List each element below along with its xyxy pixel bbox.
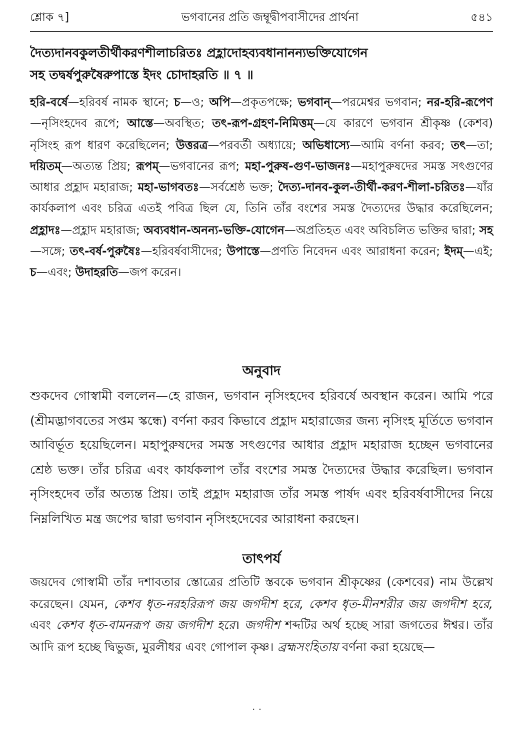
purport-text-5: বর্ণনা করা হয়েছে— [338, 639, 435, 654]
purport-text-2: এবং [30, 618, 56, 632]
synonym-term: হরি-বর্ষে [30, 95, 68, 109]
page-number: ৫৪১ [470, 9, 493, 24]
synonym-term: ইদম্ [444, 244, 463, 259]
translation-heading: অনুবাদ [242, 363, 281, 379]
synonym-term: দৈত্য-দানব-কুল-তীর্থী-করণ-শীলা-চরিতঃ [278, 180, 466, 195]
synonym-meaning: যাঁর কার্যকলাপ এবং চরিত্র এতই পবিত্র ছিল যে, তিনি তাঁর বংশের সমস্ত দৈত্যদের উদ্ধার করেছিলেন; [30, 180, 493, 216]
verse-line-2: সহ তদ্বর্ষপুরুষৈরুপাস্তে ইদং চোদাহরতি ॥ ৭ ॥ [30, 67, 254, 82]
synonym-term: চ [30, 265, 37, 280]
synonym-meaning: প্রণতি নিবেদন এবং আরাধনা করেন; [271, 244, 441, 259]
verse-reference: শ্লোক ৭] [30, 9, 70, 24]
running-title: ভগবানের প্রতি জম্বূদ্বীপবাসীদের প্রার্থনা [181, 9, 359, 24]
synonym-meaning: ভগবানের রূপ; [170, 158, 240, 173]
synonym-meaning: অবস্থিত; [164, 116, 205, 131]
synonym-term: নর-হরি-রূপেণ [426, 95, 494, 109]
synonym-term: তৎ-রূপ-গ্রহণ-নিমিত্তম্ [212, 116, 314, 131]
purport-text-4: শব্দটির অর্থ হচ্ছে সারা জগতের ঈশ্বর। তাঁর আদি রূপ হচ্ছে দ্বিভুজ, মুরলীধর এবং গোপাল কৃষ্ণ। [30, 618, 493, 654]
synonym-term: অভিধাস্যে [302, 137, 350, 152]
synonym-meaning: প্রকৃতপক্ষে; [241, 95, 293, 109]
purport-block [30, 572, 493, 658]
purport-paragraph [30, 572, 493, 658]
synonym-meaning: পরমেশ্বর ভগবান; [342, 95, 422, 109]
synonym-term: উত্তরত্র [175, 137, 208, 152]
purport-quote-1: কেশব ধৃত-নরহরিরূপ জয় জগদীশ হরে, কেশব ধৃত-মীনশরীর জয় জগদীশ হরে, [113, 596, 493, 611]
synonym-meaning: এই; [474, 244, 494, 259]
synonym-meaning: প্রহ্লাদ মহারাজ; [72, 222, 140, 237]
synonym-meaning: মহাপুরুষদের সমস্ত সৎগুণের আধার প্রহ্লাদ মহারাজ; [30, 158, 493, 195]
purport-scripture-name: ব্রহ্মসংহিতায় [277, 639, 339, 654]
synonym-term: মহা-পুরুষ-গুণ-ভাজনঃ [245, 158, 351, 173]
synonym-term: দয়িতম্ [30, 158, 62, 173]
synonym-term: তৎ [450, 137, 466, 152]
synonym-meaning: হরিবর্ষবাসীদের; [152, 244, 223, 259]
footer-mark: · · [252, 705, 262, 716]
synonym-term: আস্তে [126, 116, 154, 131]
purport-term-jagadisha: জগদীশ [244, 618, 280, 632]
header-rule [30, 31, 493, 32]
synonym-term: উপাস্তে [226, 244, 260, 259]
synonym-meaning: ও; [191, 95, 205, 109]
synonym-term: প্রহ্লাদঃ [30, 222, 61, 237]
synonym-term: রূপম্ [136, 158, 159, 173]
purport-quote-2: কেশব ধৃত-বামনরূপ জয় জগদীশ হরে [55, 618, 235, 632]
synonym-meaning: পরবর্তী অধ্যায়ে; [219, 137, 297, 152]
synonym-term: চ [174, 95, 181, 109]
translation-block [30, 384, 493, 531]
synonym-meaning: আমি বর্ণনা করব; [361, 137, 445, 152]
purport-text-3: । [234, 618, 245, 632]
word-for-word-synonyms: হরি-বর্ষে—হরিবর্ষ নামক স্থানে; চ—ও; অপি—প্রকৃতপক্ষে; ভগবান্—পরমেশ্বর ভগবান; নর-হরি-রূপেণ—নৃসিংহদেব রূপে; আস্তে—অবস্থিত; তৎ-রূপ-গ্রহণ-নিমিত্তম্—যে কারণে ভগবান শ্রীকৃষ্ণ (কেশব) নৃসিংহ রূপ ধারণ করেছিলেন; উত্তরত্র—পরবর্তী অধ্যায়ে; অভিধাস্যে—আমি বর্ণনা করব; তৎ—তা; দয়িতম্—অত্যন্ত প্রিয়; রূপম্—ভগবানের রূপ; মহা-পুরুষ-গুণ-ভাজনঃ—মহাপুরুষদের সমস্ত সৎগুণের আধার প্রহ্লাদ মহারাজ; মহা-ভাগবতঃ—সর্বশ্রেষ্ঠ ভক্ত; দৈত্য-দানব-কুল-তীর্থী-করণ-শীলা-চরিতঃ—যাঁর কার্যকলাপ এবং চরিত্র এতই পবিত্র ছিল যে, তিনি তাঁর বংশের সমস্ত দৈত্যদের উদ্ধার করেছিলেন; প্রহ্লাদঃ—প্রহ্লাদ মহারাজ; অব্যবধান-অনন্য-ভক্তি-যোগেন—অপ্রতিহত এবং অবিচলিত ভক্তির দ্বারা; সহ—সঙ্গে; তৎ-বর্ষ-পুরুষৈঃ—হরিবর্ষবাসীদের; উপাস্তে—প্রণতি নিবেদন এবং আরাধনা করেন; ইদম্—এই; চ—এবং; উদাহরতি—জপ করেন। [30, 95, 494, 280]
synonym-meaning: যে কারণে ভগবান শ্রীকৃষ্ণ (কেশব) নৃসিংহ রূপ ধারণ করেছিলেন; [30, 116, 494, 152]
verse-line-1: দৈত্যদানবকুলতীর্থীকরণশীলাচরিতঃ প্রহ্লাদোহব্যবধানানন্যভক্তিযোগেন [30, 45, 368, 60]
synonym-meaning: নৃসিংহদেব রূপে; [41, 116, 120, 131]
synonym-term: অব্যবধান-অনন্য-ভক্তি-যোগেন [143, 222, 285, 237]
purport-text-1: জয়দেব গোস্বামী তাঁর দশাবতার স্তোত্রের প্রতিটি স্তবকে ভগবান শ্রীকৃষ্ণের (কেশবের) নাম উল্লেখ করেছেন। যেমন, [30, 575, 493, 611]
synonym-term: উদাহরতি [75, 265, 118, 280]
synonym-meaning: অপ্রতিহত এবং অবিচলিত ভক্তির দ্বারা; [295, 222, 476, 237]
sanskrit-verse [30, 42, 500, 86]
synonym-term: মহা-ভাগবতঃ [137, 180, 199, 195]
synonym-term: ভগবান্ [297, 95, 331, 109]
synonym-meaning: তা; [477, 137, 494, 152]
page-header [30, 8, 493, 28]
synonym-term: তৎ-বর্ষ-পুরুষৈঃ [69, 244, 141, 259]
synonym-meaning: জপ করেন। [129, 265, 182, 280]
synonym-meaning: হরিবর্ষ নামক স্থানে; [79, 95, 169, 109]
synonym-meaning: অত্যন্ত প্রিয়; [72, 158, 131, 173]
synonym-meaning: এবং; [47, 265, 72, 280]
synonym-meaning: সঙ্গে; [41, 244, 66, 259]
synonym-term: সহ [479, 222, 493, 237]
synonym-term: অপি [209, 95, 231, 109]
purport-heading: তাৎপর্য [242, 551, 281, 567]
translation-text: শুকদেব গোস্বামী বললেন—হে রাজন, ভগবান নৃসিংহদেব হরিবর্ষে অবস্থান করেন। আমি পরে (শ্রীমদ্ভাগবতের সপ্তম স্কন্ধে) বর্ণনা করব কিভাবে প্রহ্লাদ মহারাজের জন্য নৃসিংহ মূর্তিতে ভগবান আবির্ভূত হয়েছিলেন। মহাপুরুষদের সমস্ত সৎগুণের আধার প্রহ্লাদ মহারাজ হচ্ছেন ভগবানের শ্রেষ্ঠ ভক্ত। তাঁর চরিত্র এবং কার্যকলাপ তাঁর বংশের সমস্ত দৈত্যদের উদ্ধার করেছিল। ভগবান নৃসিংহদেব তাঁর অত্যন্ত প্রিয়। তাই প্রহ্লাদ মহারাজ তাঁর সমস্ত পার্ষদ এবং হরিবর্ষবাসীদের নিয়ে নিম্নলিখিত মন্ত্র জপের দ্বারা ভগবান নৃসিংহদেবের আরাধনা করছেন। [30, 388, 493, 526]
synonym-meaning: সর্বশ্রেষ্ঠ ভক্ত; [210, 180, 274, 195]
